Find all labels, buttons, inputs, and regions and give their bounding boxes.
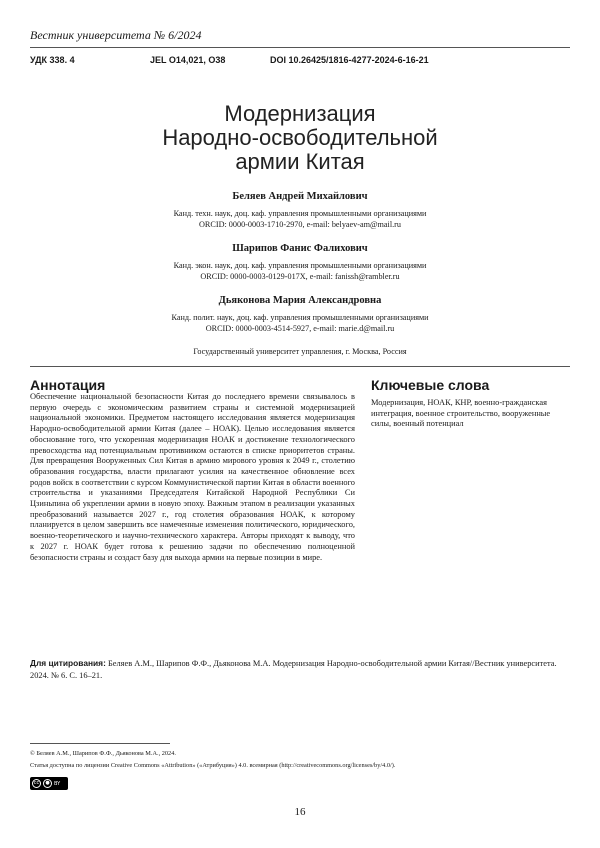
author-name: Дьяконова Мария Александровна bbox=[218, 295, 382, 306]
doi-code: DOI 10.26425/1816-4277-2024-6-16-21 bbox=[270, 55, 429, 65]
author-ids: ORCID: 0000-0003-4514-5927, e-mail: marie.d@mail.ru bbox=[205, 324, 395, 333]
author-position: Канд. экон. наук, доц. каф. управления промышленными организациями bbox=[173, 261, 427, 270]
page-number: 16 bbox=[294, 806, 306, 818]
author-name: Беляев Андрей Михайлович bbox=[232, 191, 368, 202]
author-ids: ORCID: 0000-0003-0129-017X, e-mail: fanissh@rambler.ru bbox=[200, 272, 400, 281]
affiliation: Государственный университет управления, г. Москва, Россия bbox=[193, 347, 407, 356]
abstract-text: Обеспечение национальной безопасности Китая до последнего времени связывалось в первую очередь с экономическим развитием страны и системной модернизацией национальной экономики. Предметом настоящего исследования является модернизация Народно-освободительной армии Китая (далее – НОАК). Целью исследования является обоснование того, что ускоренная модернизация НОАК и достижение технологического превосходства над потенциальным противником остаются в списке приоритетов страны. Для превращения Вооруженных Сил Китая в армию мирового уровня к 2049 г., столетию образования государства, власти прилагают усилия на качественное обновление всех родов войск в соответствии с курсом Коммунистической партии Китая в области военного строительства и указаниями Председателя Китайской Народной Республики Си Цзиньпина об укреплении армии в новую эпоху. Важным этапом в реализации указанных преобразований называется 2027 г., год столетия образования НОАК, к которому планируется в целом завершить все намеченные изменения политического, юридического, военно-теоретического и научно-технического характера. Авторы приходят к выводу, что к 2027 г. НОАК будет готова к решению задачи по обеспечению полноценной безопасности страны и создаст базу для выхода армии на первые позиции в мире. bbox=[30, 392, 355, 562]
abstract-heading: Аннотация bbox=[30, 377, 106, 393]
journal-header: Вестник университета № 6/2024 bbox=[30, 28, 202, 42]
author-block bbox=[30, 295, 570, 334]
author-position: Канд. полит. наук, доц. каф. управления промышленными организациями bbox=[171, 313, 429, 322]
author-name: Шарипов Фанис Фалихович bbox=[232, 243, 368, 254]
title-line: Народно-освободительной bbox=[162, 125, 438, 150]
author-position: Канд. техн. наук, доц. каф. управления промышленными организациями bbox=[173, 209, 427, 218]
cc-by-label: BY bbox=[54, 780, 61, 787]
attribution-icon: ● bbox=[43, 779, 52, 788]
citation-text: Беляев А.М., Шарипов Ф.Ф., Дьяконова М.А. Модернизация Народно-освободительной армии Китая//Вестник университета. 2024. № 6. С. 16–21. bbox=[30, 659, 557, 680]
title-line: Модернизация bbox=[224, 101, 376, 126]
author-block bbox=[30, 243, 570, 282]
citation-label: Для цитирования: bbox=[30, 658, 106, 668]
creative-commons-icon: cc bbox=[33, 780, 40, 786]
copyright-note: © Беляев А.М., Шарипов Ф.Ф., Дьяконова М.А., 2024. bbox=[30, 750, 176, 757]
citation bbox=[30, 657, 570, 682]
article-title bbox=[30, 102, 570, 174]
jel-code: JEL O14,021, O38 bbox=[150, 55, 226, 65]
udk-code: УДК 338. 4 bbox=[30, 55, 75, 65]
footnote-rule bbox=[30, 743, 170, 744]
cc-by-badge[interactable] bbox=[30, 777, 68, 790]
keywords-heading: Ключевые слова bbox=[371, 377, 490, 393]
keywords-text: Модернизация, НОАК, КНР, военно-гражданская интеграция, военное строительство, вооруженные силы, военный потенциал bbox=[371, 398, 551, 429]
section-rule bbox=[30, 366, 570, 367]
author-block bbox=[30, 191, 570, 230]
title-line: армии Китая bbox=[235, 149, 365, 174]
license-note: Статья доступна по лицензии Creative Commons «Attribution» («Атрибуция») 4.0. всемирная (http://creativecommons.org/licenses/by/4.0/). bbox=[30, 762, 396, 769]
header-rule bbox=[30, 47, 570, 48]
author-ids: ORCID: 0000-0003-1710-2970, e-mail: belyaev-am@mail.ru bbox=[199, 220, 401, 229]
